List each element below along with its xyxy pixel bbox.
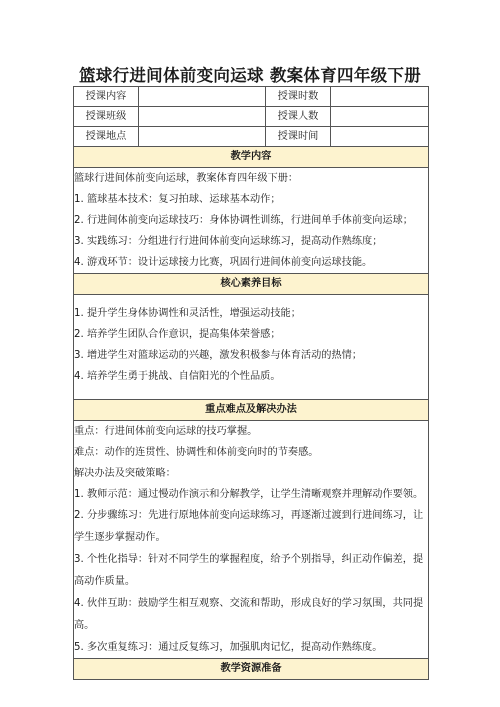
goal-line: 1. 提升学生身体协调性和灵活性，增强运动技能；	[74, 308, 301, 319]
difficulty-line: 3. 个性化指导：针对不同学生的掌握程度，给予个别指导，纠正动作偏差，提高动作质量。	[74, 554, 424, 587]
info-value-field[interactable]	[331, 107, 429, 127]
info-value-field[interactable]	[139, 127, 266, 147]
info-row	[74, 87, 429, 107]
difficulty-line: 难点：动作的连贯性、协调性和体前变向时的节奏感。	[74, 447, 319, 458]
goal-line: 4. 培养学生勇于挑战、自信阳光的个性品质。	[74, 371, 281, 382]
info-row	[74, 107, 429, 127]
info-label: 授课时间	[266, 127, 331, 147]
goals-section-body	[74, 295, 429, 400]
difficulty-line: 1. 教师示范：通过慢动作演示和分解教学，让学生清晰观察并理解动作要领。	[74, 489, 424, 500]
section-heading-difficulty: 重点难点及解决办法	[74, 400, 429, 421]
info-label: 授课内容	[74, 87, 139, 107]
difficulty-line: 2. 分步骤练习：先进行原地体前变向运球练习，再逐渐过渡到行进间练习，让学生逐步掌握动作。	[74, 510, 424, 543]
content-line: 1. 篮球基本技术：复习拍球、运球基本动作；	[74, 194, 281, 205]
info-label: 授课班级	[74, 107, 139, 127]
section-heading-goals: 核心素养目标	[74, 274, 429, 295]
lesson-plan-table	[73, 86, 429, 680]
info-value-field[interactable]	[331, 127, 429, 147]
content-line: 篮球行进间体前变向运球，教案体育四年级下册：	[74, 173, 299, 184]
section-heading-content: 教学内容	[74, 147, 429, 168]
difficulty-line: 解决办法及突破策略：	[74, 468, 176, 479]
section-heading-resources: 教学资源准备	[74, 659, 429, 680]
goal-line: 3. 增进学生对篮球运动的兴趣，激发积极参与体育活动的热情；	[74, 350, 363, 361]
info-label: 授课人数	[266, 107, 331, 127]
goal-line: 2. 培养学生团队合作意识，提高集体荣誉感；	[74, 329, 281, 340]
difficulty-section-body	[74, 421, 429, 659]
document-title: 篮球行进间体前变向运球 教案体育四年级下册	[78, 66, 422, 85]
difficulty-line: 重点：行进间体前变向运球的技巧掌握。	[74, 426, 258, 437]
difficulty-line: 5. 多次重复练习：通过反复练习，加强肌肉记忆，提高动作熟练度。	[74, 642, 383, 653]
info-value-field[interactable]	[139, 107, 266, 127]
info-value-field[interactable]	[139, 87, 266, 107]
info-label: 授课地点	[74, 127, 139, 147]
difficulty-line: 4. 伙伴互助：鼓励学生相互观察、交流和帮助，形成良好的学习氛围，共同提高。	[74, 598, 424, 631]
content-line: 2. 行进间体前变向运球技巧：身体协调性训练，行进间单手体前变向运球；	[74, 215, 413, 226]
info-label: 授课时数	[266, 87, 331, 107]
content-line: 3. 实践练习：分组进行行进间体前变向运球练习，提高动作熟练度；	[74, 236, 383, 247]
info-row	[74, 127, 429, 147]
info-value-field[interactable]	[331, 87, 429, 107]
content-line: 4. 游戏环节：设计运球接力比赛，巩固行进间体前变向运球技能。	[74, 257, 373, 268]
content-section-body	[74, 168, 429, 274]
